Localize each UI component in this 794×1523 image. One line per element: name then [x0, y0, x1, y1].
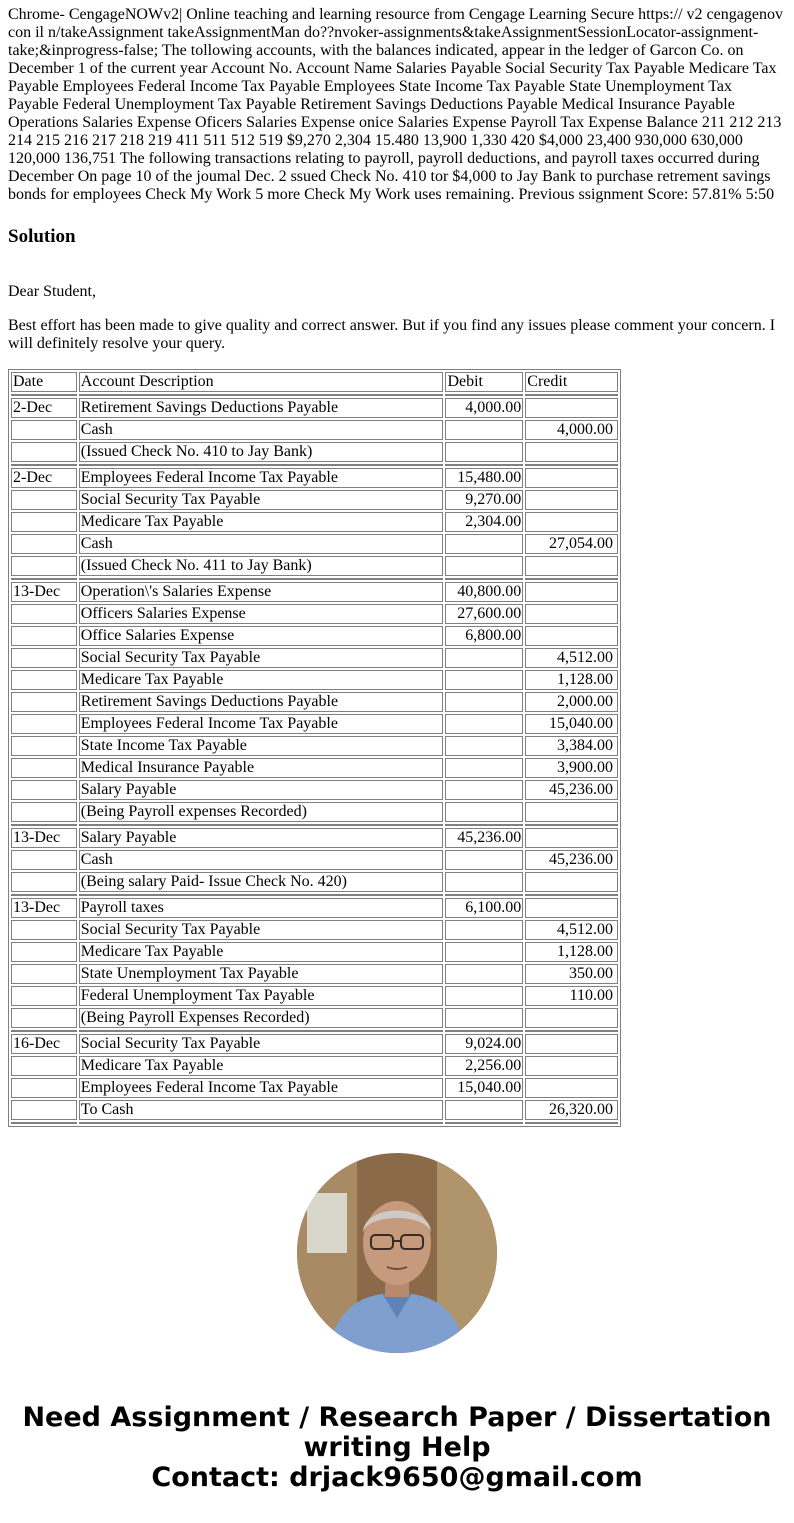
table-row: [11, 986, 618, 1006]
cell-credit: 1,128.00: [525, 670, 618, 690]
cell-credit: 4,512.00: [525, 920, 618, 940]
cell-account: Cash: [79, 420, 444, 440]
table-row: [11, 850, 618, 870]
note-text: Best effort has been made to give quality and correct answer. But if you find any issues please comment your concern. I will definitely resolve your query.: [8, 317, 776, 352]
separator-cell: [525, 464, 618, 466]
cell-credit: [525, 626, 618, 646]
cell-account: State Income Tax Payable: [79, 736, 444, 756]
cell-date: [11, 556, 77, 576]
table-row: [11, 626, 618, 646]
table-row: [11, 468, 618, 488]
cell-account: Social Security Tax Payable: [79, 1034, 444, 1054]
cell-date: [11, 648, 77, 668]
separator-cell: [445, 894, 523, 896]
group-separator: [11, 824, 618, 826]
cell-credit: [525, 468, 618, 488]
cell-debit: 2,256.00: [445, 1056, 523, 1076]
cell-debit: 6,800.00: [445, 626, 523, 646]
cell-date: 13-Dec: [11, 582, 77, 602]
cell-account: Retirement Savings Deductions Payable: [79, 398, 444, 418]
cell-credit: [525, 556, 618, 576]
separator-cell: [525, 824, 618, 826]
cell-account: Medicare Tax Payable: [79, 670, 444, 690]
cell-account: Social Security Tax Payable: [79, 648, 444, 668]
cell-date: [11, 964, 77, 984]
cell-debit: [445, 692, 523, 712]
cell-account: (Being salary Paid- Issue Check No. 420): [79, 872, 444, 892]
cell-credit: 45,236.00: [525, 780, 618, 800]
cell-account: (Being Payroll Expenses Recorded): [79, 1008, 444, 1028]
cell-debit: [445, 942, 523, 962]
cell-debit: [445, 714, 523, 734]
cell-account: Retirement Savings Deductions Payable: [79, 692, 444, 712]
cell-date: 13-Dec: [11, 898, 77, 918]
table-row: [11, 1056, 618, 1076]
cell-credit: [525, 872, 618, 892]
cell-account: Salary Payable: [79, 780, 444, 800]
group-separator: [11, 1030, 618, 1032]
table-row: [11, 736, 618, 756]
table-row: [11, 604, 618, 624]
cell-debit: [445, 1100, 523, 1120]
cell-date: [11, 872, 77, 892]
cell-account: Employees Federal Income Tax Payable: [79, 714, 444, 734]
cell-debit: 40,800.00: [445, 582, 523, 602]
separator-cell: [79, 1030, 444, 1032]
cell-date: [11, 604, 77, 624]
header-debit: Debit: [445, 372, 523, 392]
cell-credit: [525, 802, 618, 822]
cell-debit: 15,480.00: [445, 468, 523, 488]
cell-date: [11, 420, 77, 440]
group-separator: [11, 394, 618, 396]
table-row: [11, 1100, 618, 1120]
cell-credit: [525, 898, 618, 918]
cell-credit: [525, 1078, 618, 1098]
cell-date: [11, 1078, 77, 1098]
table-row: [11, 714, 618, 734]
cell-credit: 15,040.00: [525, 714, 618, 734]
cell-account: Federal Unemployment Tax Payable: [79, 986, 444, 1006]
solution-heading: Solution: [8, 226, 76, 247]
group-separator: [11, 578, 618, 580]
table-header-row: [11, 372, 618, 392]
separator-cell: [79, 894, 444, 896]
separator-cell: [445, 394, 523, 396]
question-text: Chrome- CengageNOWv2| Online teaching and learning resource from Cengage Learning Secure https:// v2 cengagenov con il n/takeAssignment takeAssignmentMan do??nvoker-assignments&takeAssignmentSessionLocator-assignment-take;&inprogress-false; The tollowing accounts, with the balances indicated, appear in the ledger of Garcon Co. on December 1 of the current year Account No. Account Name Salaries Payable Social Security Tax Payable Medicare Tax Payable Employees Federal Income Tax Payable Employees State Income Tax Payable State Unemployment Tax Payable Federal Unemployment Tax Payable Retirement Savings Deductions Payable Medical Insurance Payable Operations Salaries Expense Oficers Salaries Expense onice Salaries Expense Payroll Tax Expense Balance 211 212 213 214 215 216 217 218 219 411 511 512 519 $9,270 2,304 15.480 13,900 1,330 420 $4,000 23,400 930,000 630,000 120,000 136,751 The following transactions relating to payroll, payroll deductions, and payroll taxes occurred during December On page 10 of the joumal Dec. 2 ssued Check No. 410 tor $4,000 to Jay Bank to purchase retrement savings bonds for employees Check My Work 5 more Check My Work uses remaining. Previous ssignment Score: 57.81% 5:50: [8, 6, 783, 203]
cell-date: [11, 850, 77, 870]
table-row: [11, 442, 618, 462]
cell-date: [11, 534, 77, 554]
cell-credit: [525, 1008, 618, 1028]
cell-debit: 6,100.00: [445, 898, 523, 918]
cell-date: [11, 736, 77, 756]
cell-account: Social Security Tax Payable: [79, 490, 444, 510]
cell-credit: [525, 582, 618, 602]
header-credit: Credit: [525, 372, 618, 392]
cell-date: [11, 920, 77, 940]
cell-date: [11, 490, 77, 510]
cell-credit: [525, 1056, 618, 1076]
separator-cell: [11, 464, 77, 466]
separator-cell: [445, 1030, 523, 1032]
group-separator: [11, 894, 618, 896]
table-row: [11, 512, 618, 532]
cell-date: [11, 758, 77, 778]
cell-credit: 350.00: [525, 964, 618, 984]
cell-date: [11, 1008, 77, 1028]
table-row: [11, 828, 618, 848]
journal-table: [8, 369, 621, 1127]
promo-line-1: Need Assignment / Research Paper / Dissertation: [22, 1402, 772, 1433]
cell-account: Salary Payable: [79, 828, 444, 848]
table-row: [11, 1008, 618, 1028]
cell-debit: [445, 556, 523, 576]
table-row: [11, 898, 618, 918]
cell-debit: [445, 758, 523, 778]
cell-account: (Issued Check No. 410 to Jay Bank): [79, 442, 444, 462]
cell-date: 2-Dec: [11, 398, 77, 418]
cell-account: Cash: [79, 850, 444, 870]
table-row: [11, 758, 618, 778]
cell-date: 13-Dec: [11, 828, 77, 848]
separator-cell: [11, 1122, 77, 1124]
cell-account: Medicare Tax Payable: [79, 512, 444, 532]
cell-debit: [445, 420, 523, 440]
table-row: [11, 420, 618, 440]
separator-cell: [445, 824, 523, 826]
table-row: [11, 692, 618, 712]
cell-debit: [445, 964, 523, 984]
cell-account: Office Salaries Expense: [79, 626, 444, 646]
separator-cell: [79, 824, 444, 826]
cell-credit: 3,900.00: [525, 758, 618, 778]
cell-debit: 2,304.00: [445, 512, 523, 532]
cell-credit: [525, 1034, 618, 1054]
cell-date: 2-Dec: [11, 468, 77, 488]
cell-debit: 15,040.00: [445, 1078, 523, 1098]
table-row: [11, 490, 618, 510]
cell-date: [11, 714, 77, 734]
cell-credit: [525, 398, 618, 418]
separator-cell: [11, 824, 77, 826]
cell-date: [11, 942, 77, 962]
cell-account: (Issued Check No. 411 to Jay Bank): [79, 556, 444, 576]
cell-credit: 1,128.00: [525, 942, 618, 962]
separator-cell: [525, 894, 618, 896]
cell-date: [11, 986, 77, 1006]
cell-credit: 4,512.00: [525, 648, 618, 668]
header-date: Date: [11, 372, 77, 392]
cell-debit: [445, 986, 523, 1006]
cell-credit: [525, 490, 618, 510]
separator-cell: [79, 464, 444, 466]
cell-date: [11, 512, 77, 532]
cell-date: [11, 802, 77, 822]
promo-banner: [0, 1403, 794, 1493]
separator-cell: [79, 1122, 444, 1124]
cell-date: [11, 626, 77, 646]
cell-date: [11, 780, 77, 800]
separator-cell: [525, 394, 618, 396]
cell-date: 16-Dec: [11, 1034, 77, 1054]
cell-credit: 3,384.00: [525, 736, 618, 756]
cell-debit: [445, 802, 523, 822]
cell-debit: [445, 534, 523, 554]
table-row: [11, 1034, 618, 1054]
table-row: [11, 648, 618, 668]
cell-credit: 45,236.00: [525, 850, 618, 870]
author-photo: [297, 1153, 497, 1353]
cell-debit: [445, 1008, 523, 1028]
table-row: [11, 670, 618, 690]
table-row: [11, 920, 618, 940]
cell-credit: [525, 828, 618, 848]
cell-date: [11, 442, 77, 462]
cell-credit: [525, 442, 618, 462]
table-row: [11, 582, 618, 602]
separator-cell: [11, 578, 77, 580]
cell-credit: 2,000.00: [525, 692, 618, 712]
promo-line-2: writing Help: [303, 1432, 491, 1463]
cell-account: Medical Insurance Payable: [79, 758, 444, 778]
cell-credit: 26,320.00: [525, 1100, 618, 1120]
cell-account: Medicare Tax Payable: [79, 1056, 444, 1076]
table-row: [11, 534, 618, 554]
greeting-text: Dear Student,: [8, 283, 96, 300]
separator-cell: [79, 578, 444, 580]
table-row: [11, 872, 618, 892]
cell-debit: [445, 442, 523, 462]
cell-debit: [445, 780, 523, 800]
cell-account: Medicare Tax Payable: [79, 942, 444, 962]
separator-cell: [11, 894, 77, 896]
promo-contact[interactable]: Contact: drjack9650@gmail.com: [151, 1462, 643, 1493]
cell-debit: [445, 872, 523, 892]
separator-cell: [445, 1122, 523, 1124]
cell-date: [11, 1100, 77, 1120]
cell-debit: 4,000.00: [445, 398, 523, 418]
separator-cell: [445, 464, 523, 466]
cell-account: Operation\'s Salaries Expense: [79, 582, 444, 602]
cell-debit: 9,270.00: [445, 490, 523, 510]
separator-cell: [79, 394, 444, 396]
separator-cell: [445, 578, 523, 580]
cell-credit: [525, 512, 618, 532]
header-account: Account Description: [79, 372, 444, 392]
cell-date: [11, 670, 77, 690]
cell-debit: [445, 648, 523, 668]
table-row: [11, 964, 618, 984]
portrait-image: [297, 1153, 497, 1353]
cell-credit: 4,000.00: [525, 420, 618, 440]
cell-account: Employees Federal Income Tax Payable: [79, 1078, 444, 1098]
separator-cell: [11, 394, 77, 396]
table-row: [11, 802, 618, 822]
table-row: [11, 398, 618, 418]
cell-account: (Being Payroll expenses Recorded): [79, 802, 444, 822]
cell-account: Payroll taxes: [79, 898, 444, 918]
cell-debit: [445, 850, 523, 870]
cell-credit: 110.00: [525, 986, 618, 1006]
separator-cell: [525, 1122, 618, 1124]
cell-account: Social Security Tax Payable: [79, 920, 444, 940]
cell-account: State Unemployment Tax Payable: [79, 964, 444, 984]
separator-cell: [11, 1030, 77, 1032]
cell-credit: 27,054.00: [525, 534, 618, 554]
cell-debit: [445, 670, 523, 690]
table-row: [11, 1078, 618, 1098]
cell-credit: [525, 604, 618, 624]
cell-debit: [445, 736, 523, 756]
table-row: [11, 942, 618, 962]
cell-debit: 45,236.00: [445, 828, 523, 848]
cell-account: Officers Salaries Expense: [79, 604, 444, 624]
cell-debit: 27,600.00: [445, 604, 523, 624]
table-row: [11, 780, 618, 800]
cell-account: Employees Federal Income Tax Payable: [79, 468, 444, 488]
cell-debit: 9,024.00: [445, 1034, 523, 1054]
separator-cell: [525, 1030, 618, 1032]
group-separator: [11, 1122, 618, 1124]
table-row: [11, 556, 618, 576]
cell-account: Cash: [79, 534, 444, 554]
cell-debit: [445, 920, 523, 940]
cell-date: [11, 692, 77, 712]
separator-cell: [525, 578, 618, 580]
cell-date: [11, 1056, 77, 1076]
cell-account: To Cash: [79, 1100, 444, 1120]
group-separator: [11, 464, 618, 466]
